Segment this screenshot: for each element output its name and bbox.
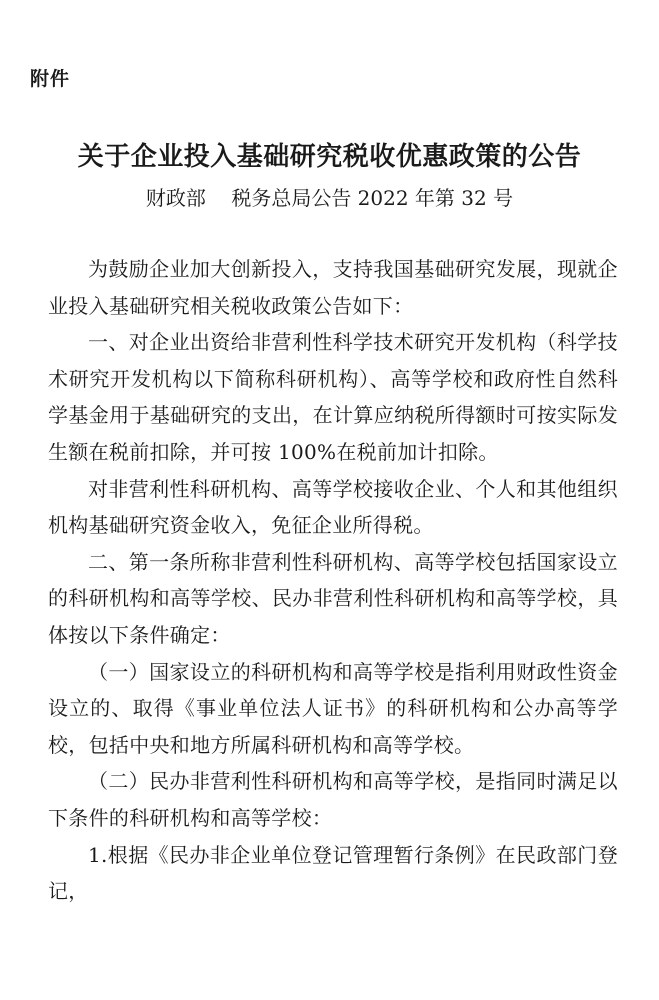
paragraph-article-2-item-2: （二）民办非营利性科研机构和高等学校，是指同时满足以下条件的科研机构和高等学校： — [48, 769, 618, 830]
document-number: 财政部 税务总局公告 2022 年第 32 号 — [145, 186, 514, 210]
attachment-label: 附件 — [30, 68, 71, 90]
paragraph-intro: 为鼓励企业加大创新投入，支持我国基础研究发展，现就企业投入基础研究相关税收政策公告如下： — [48, 257, 618, 318]
paragraph-condition-1: 1.根据《民办非企业单位登记管理暂行条例》在民政部门登记， — [48, 842, 618, 904]
document-title: 关于企业投入基础研究税收优惠政策的公告 — [77, 142, 582, 172]
document-body — [48, 251, 618, 910]
paragraph-article-1: 一、对企业出资给非营利性科学技术研究开发机构（科学技术研究开发机构以下简称科研机构）、高等学校和政府性自然科学基金用于基础研究的支出，在计算应纳税所得额时可按实际发生额在税前扣除，并可按 100%在税前加计扣除。 — [48, 330, 618, 464]
paragraph-article-1-exemption: 对非营利性科研机构、高等学校接收企业、个人和其他组织机构基础研究资金收入，免征企业所得税。 — [48, 476, 618, 538]
paragraph-article-2: 二、第一条所称非营利性科研机构、高等学校包括国家设立的科研机构和高等学校、民办非营利性科研机构和高等学校，具体按以下条件确定： — [48, 549, 618, 647]
paragraph-article-2-item-1: （一）国家设立的科研机构和高等学校是指利用财政性资金设立的、取得《事业单位法人证书》的科研机构和公办高等学校，包括中央和地方所属科研机构和高等学校。 — [48, 659, 618, 757]
